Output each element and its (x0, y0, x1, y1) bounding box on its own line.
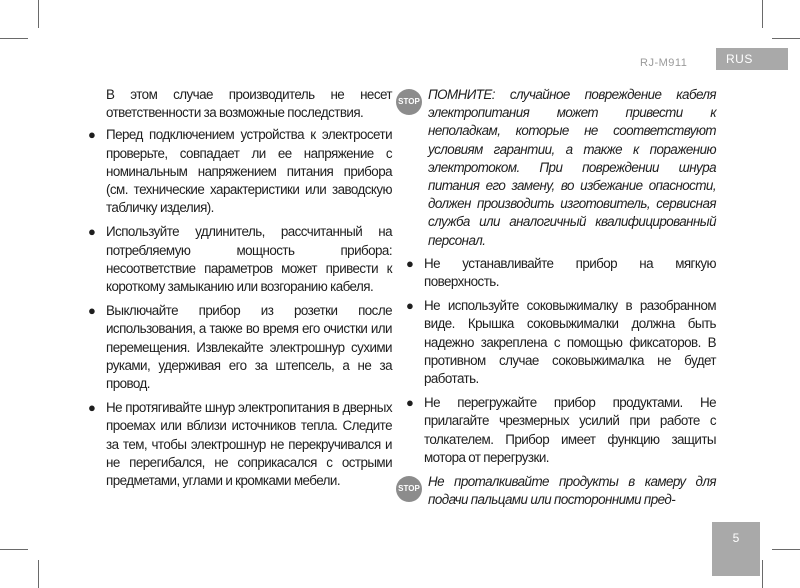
list-item (404, 394, 716, 467)
stop-icon: STOP (396, 476, 422, 502)
bullet-icon: ● (88, 224, 96, 240)
crop-mark-bottom-left-h (0, 549, 28, 550)
list-item-text: Не используйте соковыжималку в разобранном виде. Крышка соковыжималки должна быть надежно закреплена с помощью фиксаторов. В противном случае соковыжималка не будет работать. (424, 298, 716, 387)
list-item-text: Выключайте прибор из розетки после использования, а также во время его очистки или перемещения. Извлекайте электрошнур сухими руками, удерживая его за штепсель, а не за провод. (106, 303, 392, 392)
bullet-icon: ● (406, 395, 414, 411)
stop-icon: STOP (396, 89, 422, 115)
list-item (404, 297, 716, 388)
page-number: 5 (712, 522, 760, 576)
list-item-text: Не протягивайте шнур электропитания в дверных проемах или вблизи источников тепла. Следите за тем, чтобы электрошнур не перекручивался и не перегибался, не соприкасался с острыми предметами, углами и кромками мебели. (106, 400, 392, 489)
warning-paragraph (398, 473, 716, 509)
crop-mark-bottom-right (762, 560, 763, 588)
list-item-text: Перед подключением устройства к электросети проверьте, совпадает ли ее напряжение с номинальным напряжением питания прибора (см. технические характеристики или заводскую табличку изделия). (106, 127, 392, 216)
list-item (404, 255, 716, 291)
warning-text: Не проталкивайте продукты в камеру для подачи пальцами или посторонними пред- (428, 474, 716, 508)
crop-mark-top-right-h (772, 38, 800, 39)
crop-mark-bottom-right-h (772, 549, 800, 550)
list-item-text: Не перегружайте прибор продуктами. Не прилагайте чрезмерных усилий при работе с толкателем. Прибор имеет функцию защиты мотора от перегрузки. (424, 395, 716, 465)
language-tab: RUS (716, 48, 788, 70)
left-column (86, 86, 392, 496)
list-item (86, 399, 392, 490)
intro-paragraph: В этом случае производитель не несет ответственности за возможные последствия. (106, 87, 392, 121)
crop-mark-top-left (38, 0, 39, 28)
bullet-icon: ● (406, 255, 414, 271)
list-item (86, 223, 392, 296)
list-item-text: Не устанавливайте прибор на мягкую поверхность. (424, 255, 716, 290)
warning-text: ПОМНИТЕ: случайное повреждение кабеля электропитания может привести к неполадкам, которые не соответствуют условиям гарантии, а также к поражению электротоком. При повреждении шнура питания его замену, во избежание опасности, должен производить изготовитель, сервисная служба или аналогичный квалифицированный персонал. (428, 87, 716, 248)
bullet-icon: ● (88, 303, 96, 319)
bullet-icon: ● (88, 400, 96, 416)
model-label: RJ-M911 (640, 57, 688, 69)
crop-mark-top-right (762, 0, 763, 28)
list-item (86, 126, 392, 217)
warning-paragraph (398, 86, 716, 250)
list-item-text: Используйте удлинитель, рассчитанный на потребляемую мощность прибора: несоответствие параметров может привести к короткому замыканию или возгоранию кабеля. (106, 224, 392, 295)
right-column (398, 86, 716, 514)
bullet-icon: ● (406, 298, 414, 314)
crop-mark-bottom-left (38, 560, 39, 588)
bullet-icon: ● (88, 127, 96, 143)
crop-mark-top-left-h (0, 38, 28, 39)
list-item (86, 302, 392, 393)
